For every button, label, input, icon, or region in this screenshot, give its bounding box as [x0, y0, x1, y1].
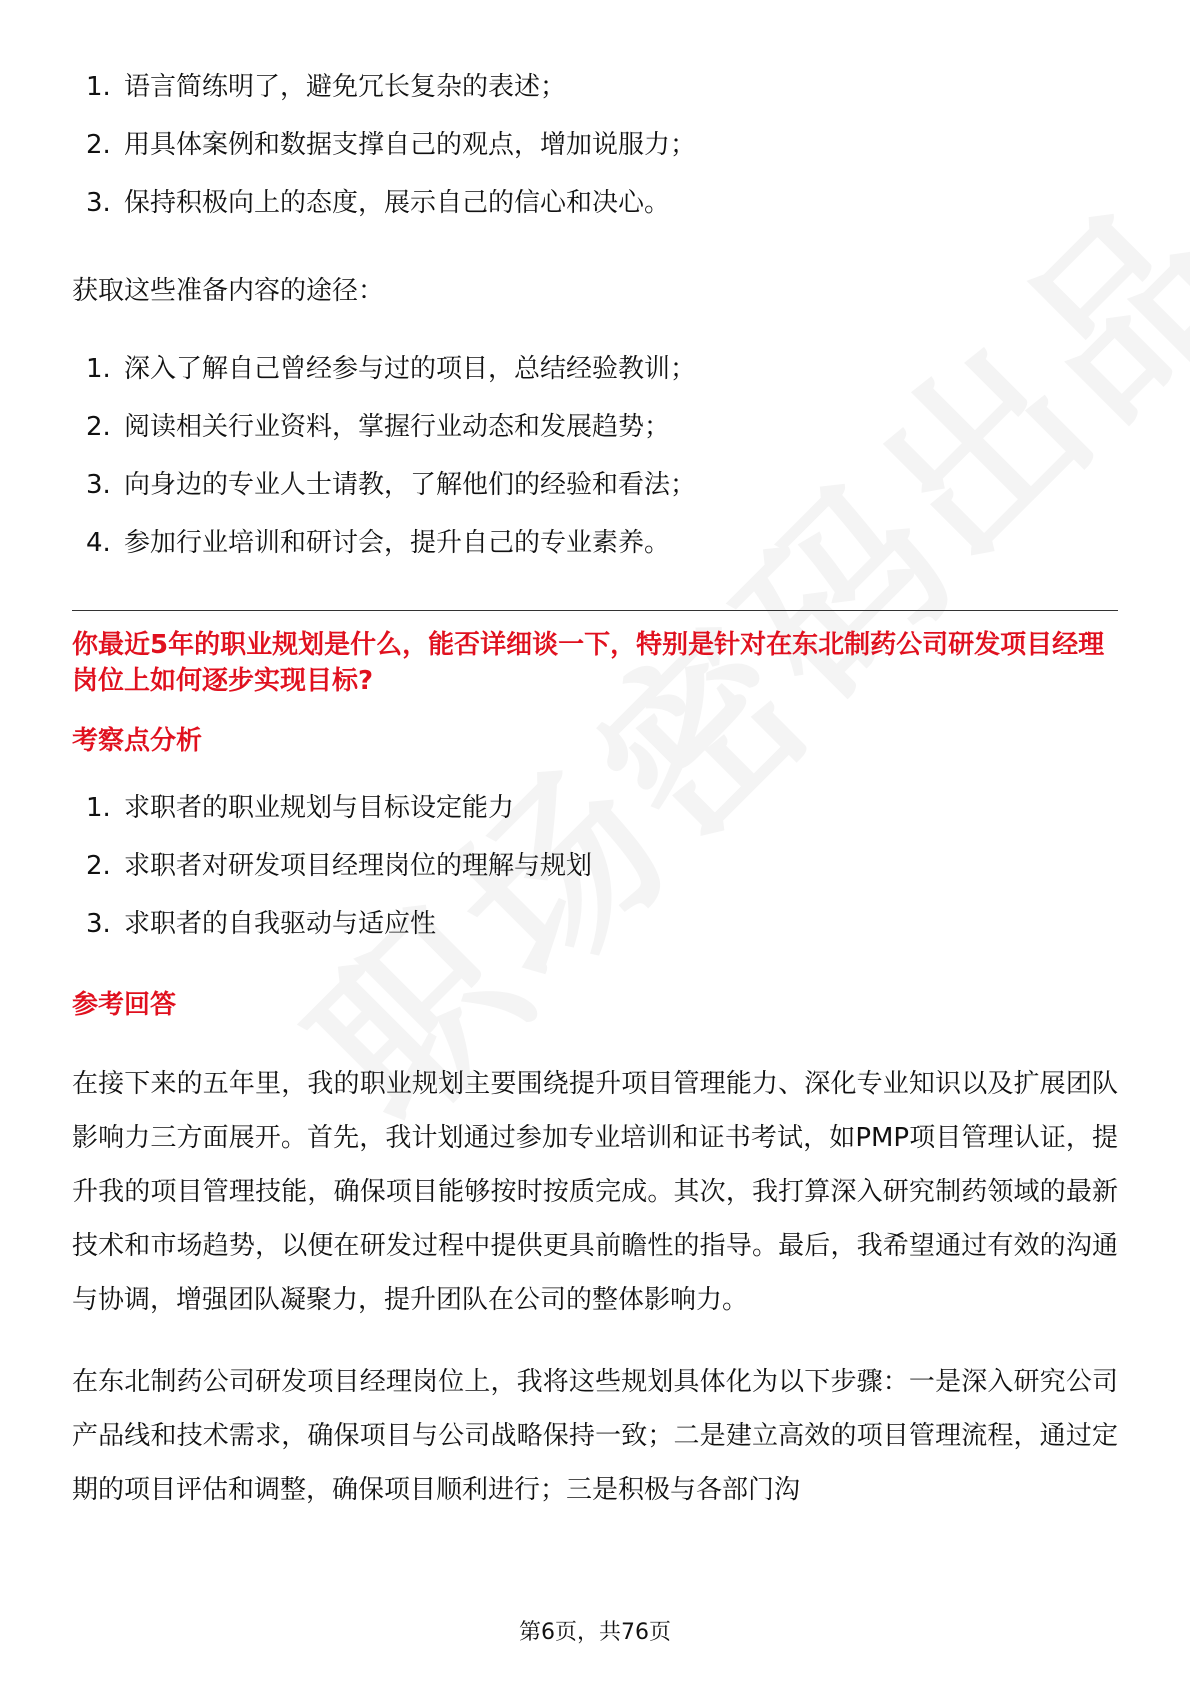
- list-item: [72, 779, 1118, 837]
- tips-list: [72, 58, 1118, 232]
- list-item: [72, 895, 1118, 953]
- answer-heading: 参考回答: [72, 990, 177, 1020]
- list-item: [72, 837, 1118, 895]
- list-item: [72, 398, 1118, 456]
- list-item-text: 阅读相关行业资料，掌握行业动态和发展趋势；: [124, 412, 671, 442]
- list-item-text: 求职者的职业规划与目标设定能力: [124, 793, 515, 823]
- question-heading: 你最近5年的职业规划是什么，能否详细谈一下，特别是针对在东北制药公司研发项目经理岗位上如何逐步实现目标?: [72, 630, 1105, 696]
- list-number: 1.: [86, 793, 111, 823]
- analysis-heading: 考察点分析: [72, 726, 203, 756]
- list-number: 4.: [86, 528, 111, 558]
- list-item: [72, 58, 1118, 116]
- answer-paragraph: 在接下来的五年里，我的职业规划主要围绕提升项目管理能力、深化专业知识以及扩展团队影响力三方面展开。首先，我计划通过参加专业培训和证书考试，如PMP项目管理认证，提升我的项目管理技能，确保项目能够按时按质完成。其次，我打算深入研究制药领域的最新技术和市场趋势，以便在研发过程中提供更具前瞻性的指导。最后，我希望通过有效的沟通与协调，增强团队凝聚力，提升团队在公司的整体影响力。: [72, 1069, 1118, 1315]
- list-item-text: 参加行业培训和研讨会，提升自己的专业素养。: [124, 528, 671, 558]
- list-number: 2.: [86, 412, 111, 442]
- analysis-list: [72, 779, 1118, 953]
- list-item: [72, 174, 1118, 232]
- page-number-footer: 第6页，共76页: [519, 1620, 671, 1645]
- list-item-text: 求职者对研发项目经理岗位的理解与规划: [124, 851, 593, 881]
- paths-label: 获取这些准备内容的途径：: [72, 276, 385, 306]
- list-item: [72, 514, 1118, 572]
- list-item-text: 语言简练明了，避免冗长复杂的表述；: [124, 72, 567, 102]
- list-item: [72, 456, 1118, 514]
- list-item-text: 向身边的专业人士请教，了解他们的经验和看法；: [124, 470, 697, 500]
- list-item-text: 用具体案例和数据支撑自己的观点，增加说服力；: [124, 130, 697, 160]
- list-number: 2.: [86, 851, 111, 881]
- list-number: 2.: [86, 130, 111, 160]
- list-number: 1.: [86, 72, 111, 102]
- list-item: [72, 340, 1118, 398]
- list-item: [72, 116, 1118, 174]
- list-number: 1.: [86, 354, 111, 384]
- list-item-text: 求职者的自我驱动与适应性: [124, 909, 437, 939]
- page-content: [72, 58, 1118, 1517]
- list-item-text: 保持积极向上的态度，展示自己的信心和决心。: [124, 188, 671, 218]
- list-number: 3.: [86, 470, 111, 500]
- paths-list: [72, 340, 1118, 572]
- section-divider: [72, 610, 1118, 611]
- list-number: 3.: [86, 909, 111, 939]
- list-item-text: 深入了解自己曾经参与过的项目，总结经验教训；: [124, 354, 697, 384]
- answer-paragraph: 在东北制药公司研发项目经理岗位上，我将这些规划具体化为以下步骤：一是深入研究公司产品线和技术需求，确保项目与公司战略保持一致；二是建立高效的项目管理流程，通过定期的项目评估和调整，确保项目顺利进行；三是积极与各部门沟: [72, 1367, 1118, 1505]
- list-number: 3.: [86, 188, 111, 218]
